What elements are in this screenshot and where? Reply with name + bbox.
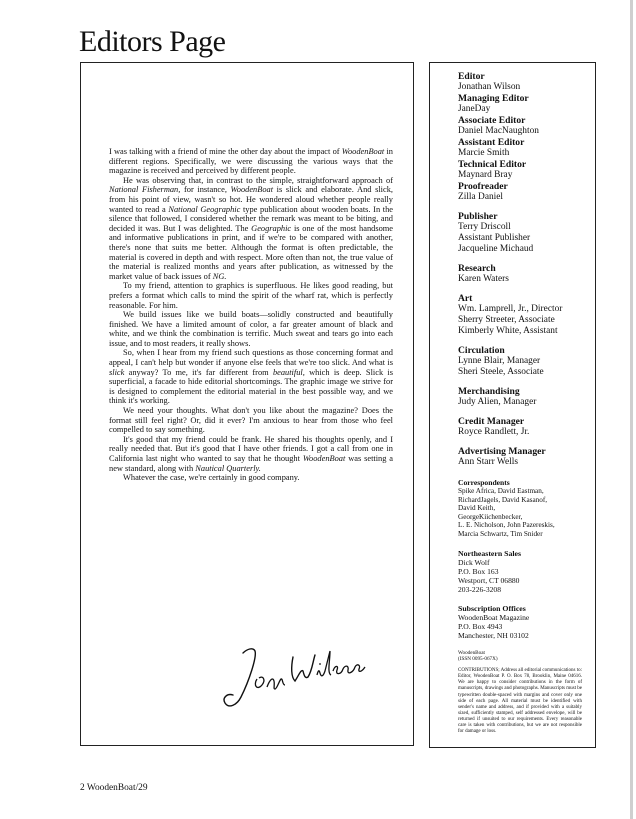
masthead-role: Circulation (458, 345, 505, 356)
masthead-role: Assistant Editor (458, 137, 525, 148)
masthead-group (458, 263, 594, 285)
masthead-content (458, 71, 594, 735)
masthead-group (458, 446, 594, 468)
address-line: 203-226-3208 (458, 584, 502, 594)
correspondents-list (458, 487, 594, 539)
article-text-run: We build issues like we build boats—solidly constructed and beautifully finished. We have a limited amount of color, a far greater amount of black and white, and we think the combination is terrific. Much sweat and tears go into each issue, and to most readers, it really shows. (109, 310, 393, 348)
article-paragraph (109, 310, 393, 348)
address-line: Westport, CT 06880 (458, 575, 520, 585)
italic-title: WoodenBoat (230, 185, 274, 195)
page-footer: 2 WoodenBoat/29 (80, 783, 148, 793)
address-line: Marcia Schwartz, Tim Snider (458, 529, 543, 538)
issn-publication: WoodenBoat (458, 649, 485, 656)
masthead-role: Advertising Manager (458, 446, 546, 457)
subscription-offices-heading: Subscription Offices (458, 603, 526, 613)
masthead-name: Daniel MacNaughton (458, 126, 539, 136)
correspondents-heading: Correspondents (458, 478, 510, 487)
masthead-name: Assistant Publisher (458, 233, 531, 243)
masthead-editorial-staff (458, 71, 594, 203)
address-line: P.O. Box 4943 (458, 621, 503, 631)
masthead-name: Royce Randlett, Jr. (458, 427, 530, 437)
masthead-name: Jonathan Wilson (458, 82, 521, 92)
masthead-name: Terry Driscoll (458, 222, 511, 232)
masthead-group (458, 137, 594, 159)
masthead-group (458, 71, 594, 93)
article-text-run: was setting a new standard, along with (109, 454, 394, 473)
masthead-role: Editor (458, 71, 485, 82)
article-paragraph (109, 348, 393, 406)
contributions-notice: CONTRIBUTIONS; Address all editorial communications to: Editor, WoodenBoat P. O. Box 78, Brooklin, Maine 04616. We are happy to consider contributions in the form of manuscripts, drawings and photographs. Manuscripts must be typewritten double-spaced with margins and cover only one side of each page. All material must be identified with sender's name and address, and if provided with a suitably sized, sufficiently stamped, self addressed envelope, will be returned if unsuited to our requirements. Every reasonable care is taken with contributions, but we are not responsible for damage or loss. (458, 668, 583, 735)
article-text-run: for instance, (180, 185, 231, 195)
signature-image (219, 635, 369, 713)
italic-title: WoodenBoat (302, 454, 346, 463)
italic-title: beautiful, (272, 367, 305, 377)
address-line: P.O. Box 163 (458, 566, 499, 576)
article-text-run: type publication about wooden boats. In the silence that followed, I considered whether the remark was meant to be biting, and decided it was. But I was delighted. The (109, 204, 394, 233)
masthead-name: Lynne Blair, Manager (458, 356, 541, 366)
editorial-article-box (80, 62, 414, 746)
masthead-box (429, 62, 596, 748)
article-paragraph (109, 281, 393, 310)
masthead-group (458, 115, 594, 137)
masthead-name: Kimberly White, Assistant (458, 326, 558, 336)
masthead-role: Associate Editor (458, 115, 526, 126)
article-text-run: We need your thoughts. What don't you like about the magazine? Does the format still feel right? Or, did it ever? I'm anxious to hear from those who feel compelled to say something. (109, 406, 393, 435)
masthead-role: Art (458, 293, 473, 304)
article-text-run: So, when I hear from my friend such questions as those concerning format and appeal, I can't help but wonder if anyone else feels that we're too slick. And what is (109, 348, 393, 368)
page-title: Editors Page (79, 25, 226, 58)
italic-title: National Geographic (168, 204, 241, 214)
italic-title: slick (109, 367, 125, 377)
address-line: David Keith, (458, 504, 496, 513)
masthead-name: JaneDay (458, 104, 491, 114)
masthead-group (458, 293, 594, 337)
article-paragraph (109, 147, 393, 176)
article-paragraph (109, 176, 393, 282)
correspondents-section (458, 478, 594, 539)
article-text-run: It's good that my friend could be frank. He shared his thoughts openly, and I really needed that. But it's good that I have other friends. I got a call from one in California last night who wanted to say that he thought (109, 434, 393, 463)
masthead-group (458, 386, 594, 408)
masthead-role: Research (458, 263, 496, 274)
address-line: RichardJagels, David Kasanof, (458, 495, 548, 504)
masthead-group (458, 159, 594, 181)
masthead-role: Proofreader (458, 181, 508, 192)
article-text-run: Whatever the case, we're certainly in good company. (123, 473, 300, 483)
masthead-name: Judy Alien, Manager (458, 397, 537, 407)
northeastern-sales-heading: Northeastern Sales (458, 548, 522, 558)
article-text-run: He was observing that, in contrast to the simple, straightforward approach of (123, 175, 393, 185)
article-paragraph (109, 435, 393, 473)
issn-block (458, 650, 594, 663)
address-line: Manchester, NH 03102 (458, 630, 529, 640)
article-text-run: anyway? To me, it's far different from (124, 367, 273, 377)
article-text-run: which is deep. Slick is superficial, a facade to hide editorial shortcomings. The graphic image we strive for is designed to complement the editorial material in the best possible way, and we think it's working. (109, 367, 393, 406)
subscription-offices-section (458, 604, 594, 640)
address-line: Dick Wolf (458, 557, 490, 567)
masthead-role: Managing Editor (458, 93, 529, 104)
article-text-run: is one of the most handsome and informative publications in print, and if we're to be compared with another, there's none that suits me better. Although the format is often predictable, the material is covered in depth and with respect. More often than not, the true value of the material is realized months and years after publication, as witnessed by the market value of back issues of (109, 223, 393, 281)
masthead-name: Marcie Smith (458, 148, 510, 158)
masthead-role: Merchandising (458, 386, 520, 397)
masthead-name: Sheri Steele, Associate (458, 367, 544, 377)
address-line: WoodenBoat Magazine (458, 612, 530, 622)
masthead-name: Sherry Streeter, Associate (458, 315, 555, 325)
masthead-name: Jacqueline Michaud (458, 244, 534, 254)
subscription-offices-address (458, 613, 594, 640)
italic-title: Nautical Quarterly. (195, 463, 261, 473)
masthead-role: Credit Manager (458, 416, 525, 427)
masthead-role: Publisher (458, 211, 498, 222)
masthead-group (458, 345, 594, 378)
italic-title: Geographic (251, 223, 292, 233)
masthead-name: Karen Waters (458, 274, 509, 284)
italic-title: National Fisherman, (109, 185, 181, 195)
address-line: GeorgeKiichenbecker, (458, 512, 523, 521)
article-text-run: is slick and elaborate. And slick, from his point of view, wasn't so hot. He wondered aloud whether people really wanted to read a (109, 185, 393, 214)
italic-title: WoodenBoat (341, 147, 385, 156)
masthead-group (458, 416, 594, 438)
address-line: L. E. Nicholson, John Pazereskis, (458, 521, 555, 530)
article-text-run: in different regions. Specifically, we were discussing the various ways that the magazine is received and perceived by different people. (109, 147, 393, 176)
italic-title: NG. (212, 271, 227, 281)
issn-number: (ISSN 0095-067X) (458, 655, 498, 662)
northeastern-sales-address (458, 558, 594, 594)
article-paragraph (109, 473, 393, 483)
editorial-article-text (109, 147, 393, 483)
article-paragraph (109, 406, 393, 435)
masthead-departments (458, 211, 594, 468)
address-line: Spike Africa, David Eastman, (458, 487, 544, 495)
article-text-run: To my friend, attention to graphics is superfluous. He likes good reading, but prefers a format which calls to mind the spirit of the wharf rat, which is perfectly reasonable. For him. (109, 281, 393, 310)
masthead-name: Ann Starr Wells (458, 457, 519, 467)
article-text-run: I was talking with a friend of mine the other day about the impact of (109, 147, 342, 156)
masthead-role: Technical Editor (458, 159, 527, 170)
masthead-name: Wm. Lamprell, Jr., Director (458, 304, 563, 314)
masthead-group (458, 181, 594, 203)
northeastern-sales-section (458, 549, 594, 594)
masthead-name: Zilla Daniel (458, 192, 504, 202)
masthead-group (458, 93, 594, 115)
masthead-group (458, 211, 594, 255)
masthead-name: Maynard Bray (458, 170, 513, 180)
